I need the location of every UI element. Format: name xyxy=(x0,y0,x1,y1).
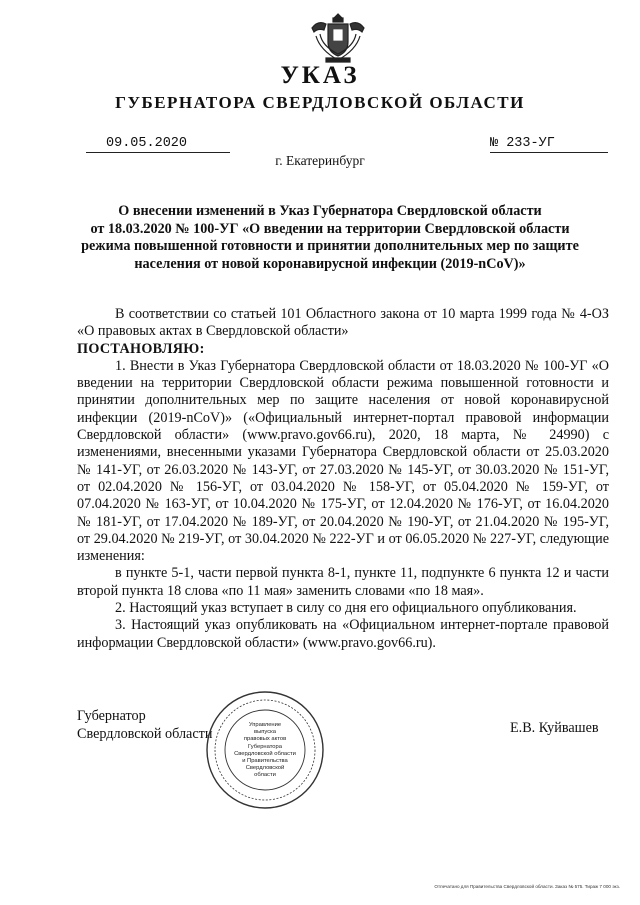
heading-line: населения от новой коронавирусной инфекции (2019-nCoV)» xyxy=(134,255,526,272)
seal-text xyxy=(224,722,306,780)
signatory-name: Е.В. Куйвашев xyxy=(510,720,599,736)
coat-of-arms-icon xyxy=(306,10,370,66)
item-1-change-paragraph: в пункте 5-1, части первой пункта 8-1, пункте 11, подпункте 6 пункта 12 и части второй пункта 18 слова «по 11 мая» заменить словами «по 18 мая». xyxy=(77,565,609,599)
signatory-position xyxy=(77,708,212,743)
decree-heading xyxy=(70,203,590,273)
document-subtitle: ГУБЕРНАТОРА СВЕРДЛОВСКОЙ ОБЛАСТИ xyxy=(115,93,525,112)
decree-date: 09.05.2020 xyxy=(86,136,230,153)
seal-line: выпуска xyxy=(253,729,276,736)
decree-body xyxy=(77,306,609,652)
city: г. Екатеринбург xyxy=(275,153,365,168)
seal-line: правовых актов xyxy=(243,736,287,743)
heading-line: режима повышенной готовности и принятии дополнительных мер по защите xyxy=(81,238,579,254)
decree-word: ПОСТАНОВЛЯЮ: xyxy=(77,340,205,357)
item-1-paragraph: 1. Внести в Указ Губернатора Свердловской области от 18.03.2020 № 100-УГ «О введении на территории Свердловской области режима повышенной готовности и принятии дополнительных мер по защите населения от новой коронавирусной инфекции (2019-nCoV)» («Официальный интернет-портал правовой информации Свердловской области» (www.pravo.gov66.ru), 2020, 18 марта, № 24990) с изменениями, внесенными указами Губернатора Свердловской области от 25.03.2020 № 141-УГ, от 26.03.2020 № 143-УГ, от 27.03.2020 № 145-УГ, от 30.03.2020 № 151-УГ, от 02.04.2020 № 156-УГ, от 03.04.2020 № 158-УГ, от 05.04.2020 № 159-УГ, от 07.04.2020 № 163-УГ, от 10.04.2020 № 175-УГ, от 12.04.2020 № 176-УГ, от 16.04.2020 № 181-УГ, от 17.04.2020 № 189-УГ, от 20.04.2020 № 190-УГ, от 21.04.2020 № 195-УГ, от 29.04.2020 № 219-УГ, от 30.04.2020 № 222-УГ и от 06.05.2020 № 227-УГ, следующие изменения: xyxy=(77,357,609,565)
seal-line: области xyxy=(254,772,276,779)
position-line: Свердловской области xyxy=(77,725,213,742)
item-2-paragraph: 2. Настоящий указ вступает в силу со дня его официального опубликования. xyxy=(115,600,577,617)
seal-line: и Правительства xyxy=(242,758,288,765)
heading-line: О внесении изменений в Указ Губернатора Свердловской области xyxy=(118,203,542,219)
decree-number: № 233-УГ xyxy=(490,136,608,153)
preamble-paragraph: В соответствии со статьей 101 Областного закона от 10 марта 1999 года № 4-ОЗ «О правовых актах в Свердловской области» xyxy=(77,306,609,340)
document-title: УКАЗ xyxy=(280,62,360,89)
position-line: Губернатор xyxy=(77,708,146,724)
seal-line: Свердловской области xyxy=(234,750,296,757)
seal-line: Свердловской xyxy=(245,765,285,772)
seal-line: Управление xyxy=(248,722,282,728)
print-note: Отпечатано для Правительства Свердловской области. Заказ № 575. Тираж 7 000 экз. xyxy=(434,884,620,889)
seal-line: Губернатора xyxy=(248,743,282,750)
item-3-paragraph: 3. Настоящий указ опубликовать на «Официальном интернет-портале правовой информации Свердловской области» (www.pravo.gov66.ru). xyxy=(77,617,609,651)
heading-line: от 18.03.2020 № 100-УГ «О введении на территории Свердловской области xyxy=(90,220,570,237)
